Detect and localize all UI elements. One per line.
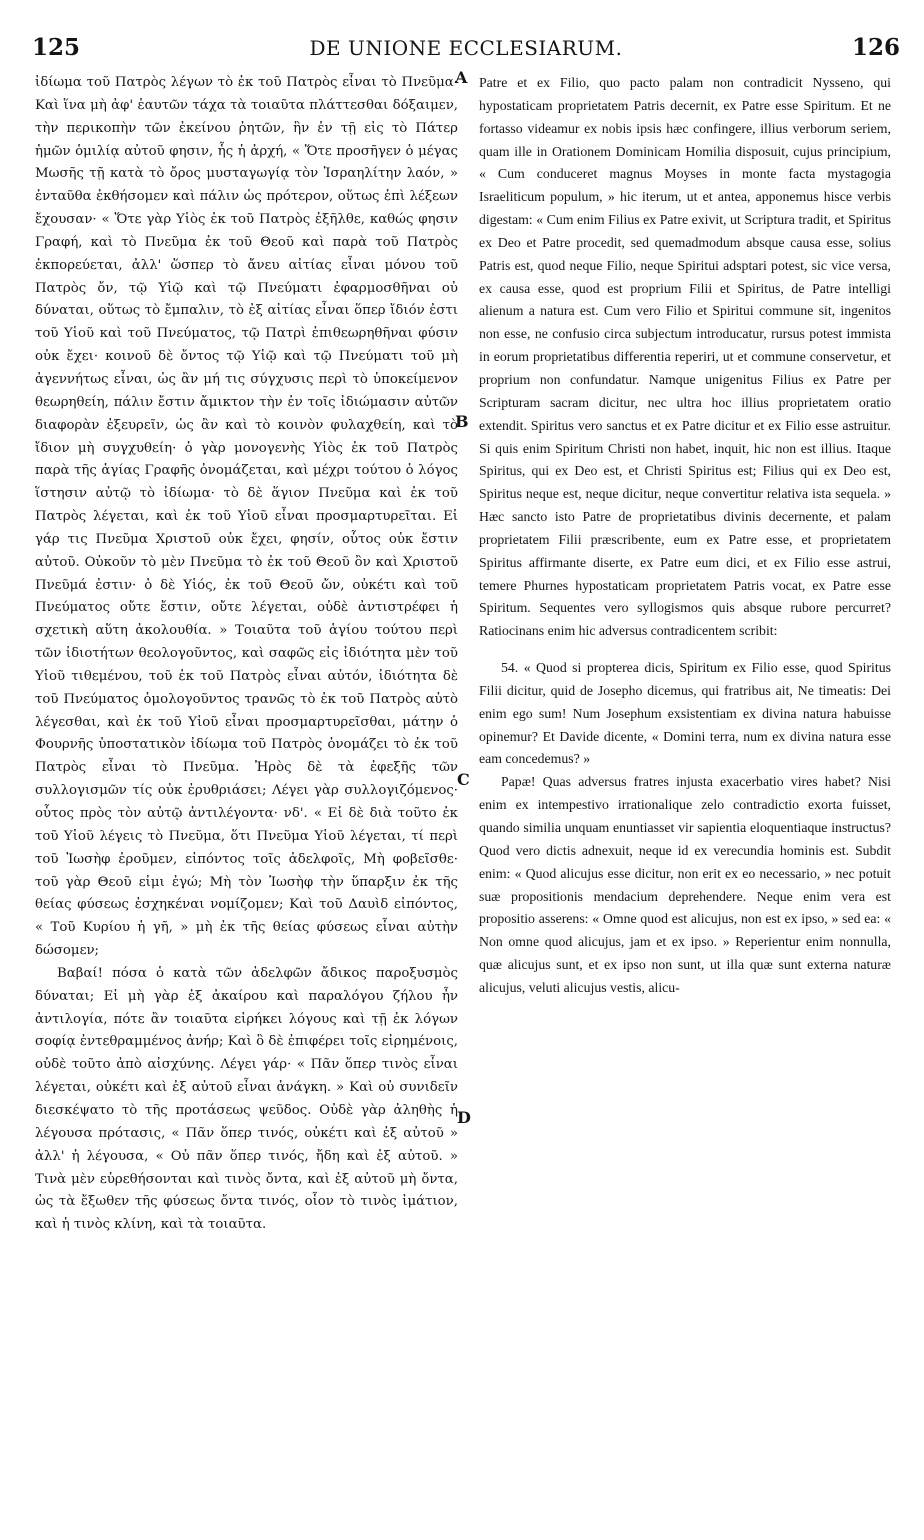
- section-marker-d: D: [457, 1108, 471, 1127]
- greek-text-column: [35, 72, 458, 1237]
- page-number-right: 126: [851, 34, 900, 61]
- running-header: [32, 34, 900, 70]
- page-number-left: 125: [32, 34, 81, 61]
- latin-paragraph: 54. « Quod si propterea dicis, Spiritum ex Filio esse, quod Spiritus Filii dicitur, quid de Josepho dicemus, qui fratribus ait, Ne timeatis: Dei enim ego sum! Num Josephum exsistentiam ex divina natura habuisse opinemur? Et Davide dicente, « Domini terra, num ex divina natura esse eam concedemus? »: [479, 660, 891, 767]
- greek-paragraph: ἰδίωμα τοῦ Πατρὸς λέγων τὸ ἐκ τοῦ Πατρὸς εἶναι τὸ Πνεῦμα· Καὶ ἵνα μὴ ἀφ' ἑαυτῶν τάχα τὰ τοιαῦτα πλάττεσθαι δόξαιμεν, τὴν περικοπὴν τῶν ἐκείνου ῥητῶν, ἣν ἐν τῇ εἰς τὸ Πάτερ ἡμῶν ὁμιλίᾳ αὐτοῦ φησιν, ἧς ἡ ἀρχή, « Ὅτε προσῆγεν ὁ μέγας Μωσῆς τῇ κατὰ τὸ ὄρος μυσταγωγίᾳ τὸν Ἰσραηλίτην λαόν, » ἐνταῦθα ἐκθήσομεν καὶ πάλιν ὡς πρότερον, οὕτως ἐπὶ λέξεων ἔχουσαν· « Ὅτε γὰρ Υἱὸς ἐκ τοῦ Πατρὸς ἐξῆλθε, καθώς φησιν Γραφή, καὶ τὸ Πνεῦμα ἐκ τοῦ Θεοῦ καὶ παρὰ τοῦ Πατρὸς ἐκπορεύεται, ἀλλ' ὥσπερ τὸ ἄνευ αἰτίας εἶναι μόνου τοῦ Πατρὸς ὄν, τῷ Υἱῷ καὶ τῷ Πνεύματι ἐφαρμοσθῆναι οὐ δύναται, οὕτως τὸ ἔμπαλιν, τὸ ἐξ αἰτίας εἶναι ὅπερ ἴδιόν ἐστι τοῦ Υἱοῦ καὶ τοῦ Πνεύματος, τῷ Πατρὶ ἐπιθεωρηθῆναι φύσιν οὐκ ἔχει· κοινοῦ δὲ ὄντος τῷ Υἱῷ καὶ τῷ Πνεύματι τοῦ μὴ ἀγεννήτως εἶναι, ὡς ἂν μή τις σύγχυσις περὶ τὸ ὑποκείμενον θεωρηθείη, πάλιν ἔστιν ἄμικτον τὴν ἐν τοῖς ἰδιώμασιν αὐτῶν διαφορὰν ἐξευρεῖν, ὡς ἂν καὶ τὸ κοινὸν φυλαχθείη, καὶ τὸ ἴδιον μὴ συγχυθείη· ὁ γὰρ μονογενὴς Υἱὸς ἐκ τοῦ Πατρὸς παρὰ τῆς ἁγίας Γραφῆς ὀνομάζεται, καὶ μέχρι τούτου ὁ λόγος ἵστησιν αὐτῷ τὸ ἰδίωμα· τὸ δὲ ἅγιον Πνεῦμα καὶ ἐκ τοῦ Πατρὸς λέγεται, καὶ ἐκ τοῦ Υἱοῦ εἶναι προσμαρτυρεῖται. Εἰ γάρ τις Πνεῦμα Χριστοῦ οὐκ ἔχει, φησίν, οὗτος οὐκ ἔστιν αὐτοῦ. Οὐκοῦν τὸ μὲν Πνεῦμα τὸ ἐκ τοῦ Θεοῦ ὂν καὶ Χριστοῦ Πνεῦμά ἐστιν· ὁ δὲ Υἱός, ἐκ τοῦ Θεοῦ ὤν, οὐκέτι καὶ τοῦ Πνεύματος οὔτε ἔστιν, οὔτε λέγεται, οὐδὲ ἀντιστρέφει ἡ σχετικὴ αὕτη ἀκολουθία. » Τοιαῦτα τοῦ ἁγίου τούτου περὶ τῶν ἰδιοτήτων θεολογοῦντος, καὶ σαφῶς εἰς ἰδιότητα μὲν τοῦ Υἱοῦ τιθεμένου, τοῦ ἐκ τοῦ Πατρὸς εἶναι αὐτόν, ἰδιότητα δὲ τοῦ Πνεύματος ὁμολογοῦντος τρανῶς τὸ ἐκ τοῦ Πατρὸς αὐτὸ λέγεσθαι, καὶ ἐκ τοῦ Υἱοῦ εἶναι προσμαρτυρεῖσθαι, μάτην ὁ Φουρνῆς ὑποστατικὸν ἰδίωμα τοῦ Πατρὸς ὀνομάζει τὸ ἐκ τοῦ Πατρὸς εἶναι τὸ Πνεῦμα. Ἠρὸς δὲ τὰ ἐφεξῆς τῶν συλλογισμῶν τίς οὐκ ἐρυθριάσει; Λέγει γὰρ συλλογιζόμενος· οὗτος πρὸς τὸν αὐτῷ ἀντιλέγοντα· νδ'. « Εἰ δὲ διὰ τοῦτο ἐκ τοῦ Υἱοῦ λέγεις τὸ Πνεῦμα, ὅτι Πνεῦμα Υἱοῦ λέγεται, τί περὶ τοῦ Ἰωσὴφ ἐροῦμεν, εἰπόντος τοῖς ἀδελφοῖς, Μὴ φοβεῖσθε· τοῦ γὰρ Θεοῦ εἰμι ἐγώ; Μὴ τὸν Ἰωσὴφ τὴν ὕπαρξιν ἐκ τῆς θείας φύσεως ἐσχηκέναι νομίζομεν; Καὶ τοῦ Δαυὶδ εἰπόντος, « Τοῦ Κυρίου ἡ γῆ, » μὴ ἐκ τῆς θείας φύσεως εἶναι αὐτὴν δώσομεν;: [35, 75, 458, 959]
- section-marker-a: A: [455, 68, 468, 87]
- section-marker-b: B: [455, 412, 469, 431]
- greek-paragraph: Βαβαί! πόσα ὁ κατὰ τῶν ἀδελφῶν ἄδικος παροξυσμὸς δύναται; Εἰ μὴ γὰρ ἐξ ἀκαίρου καὶ παραλόγου ζήλου ἦν ἀντιλογία, πότε ἂν τοιαῦτα εἰρήκει λόγους καὶ τῇ ἐκ λόγων σοφίᾳ ἐντεθραμμένος ἀνήρ; Καὶ ὃ δὲ ἐπιφέρει τοῖς εἰρημένοις, οὐδὲ τοῦτο ἀπὸ αἰσχύνης. Λέγει γάρ· « Πᾶν ὅπερ τινὸς εἶναι λέγεται, οὐκέτι καὶ ἐξ αὐτοῦ εἶναι ἀνάγκη. » Καὶ οὐ συνιδεῖν διεσκέψατο τὸ τῆς προτάσεως ψεῦδος. Οὐδὲ γὰρ ἀληθὴς ἡ λέγουσα πρότασις, « Πᾶν ὅπερ τινός, οὐκέτι καὶ ἐξ αὐτοῦ » ἀλλ' ἡ λέγουσα, « Οὐ πᾶν ὅπερ τινός, ἤδη καὶ ἐξ αὐτοῦ. » Τινὰ μὲν εὑρεθήσονται καὶ τινὸς ὄντα, καὶ ἐξ αὐτοῦ μὴ ὄντα, ὡς τὰ ἔξωθεν τῆς φύσεως ὄντα τινός, οἷον τὸ τινὸς ἱμάτιον, καὶ ἡ τινὸς κλίνη, καὶ τὰ τοιαῦτα.: [35, 965, 458, 1233]
- latin-text-column: [479, 72, 891, 1000]
- latin-paragraph: Papæ! Quas adversus fratres injusta exacerbatio vires habet? Nisi enim ex intempestivo irrationalique zelo contradictio exorta fuisset, quando similia unquam enuntiasset vir sapientia eloquentiaque instructus? Quod vero dictis adnexuit, neque id ex verecundia hominis est. Subdit enim: « Quod alicujus esse dicitur, non erit ex eo necessario, » nec potuit suæ propositionis mendacium deprehendere. Neque enim vera est propositio asserens: « Omne quod est alicujus, non est ex ipso, » sed ea: « Non omne quod alicujus, jam et ex ipso. » Reperientur enim nonnulla, quæ alicujus sunt, et ex ipso non sunt, ut illa quæ sunt externa naturæ alicujus, veluti alicujus vestis, alicu-: [479, 774, 891, 995]
- section-marker-c: C: [457, 770, 470, 789]
- running-title: DE UNIONE ECCLESIARUM.: [309, 36, 623, 60]
- latin-paragraph: Patre et ex Filio, quo pacto palam non contradicit Nysseno, qui hypostaticam proprietatem Patris decernit, ex Patre esse Spiritum. Et ne fortasso videamur ex nobis ipsis hæc confingere, illius verborum seriem, quam ille in Orationem Dominicam Homilia disposuit, cujus principium, « Cum conduceret magnus Moyses in monte facta mystagogia Israeliticum populum, » hic iterum, ut et antea, apponemus hisce verbis digestam: « Cum enim Filius ex Patre exivit, ut Scriptura tradit, et Spiritus ex Deo et Patre procedit, sed quemadmodum absque causa esse, solius Patris est, quod neque Filio, neque Spiritui adsptari potest, sic vice versa, ex causa esse, quod est proprium Filii et Spiritus, de Patre intelligi alienum a natura est. Cum vero Filio et Spiritui commune sit, ingenitos non esse, ne confusio circa subjectum introducatur, rursus potest immista in eorum proprietatibus differentia reperiri, ut et commune conservetur, et proprium non confundatur. Namque unigenitus Filius ex Patre per Scripturam sacram dicitur, nec ultra hoc illius proprietatem oratio extendit. Spiritus vero sanctus et ex Patre dicitur et ex Filio esse astruitur. Si quis enim Spiritum Christi non habet, inquit, hic non est illius. Itaque Spiritus, qui ex Deo est, et Christi Spiritus est; Filius qui ex Deo est, Spiritus neque est, neque dicitur, neque convertitur relativa ista sequela. » Hæc sancto isto Patre de proprietatibus divinis decernente, et palam proprietatem Filii præscribente, eum ex Patre esse, et proprietatem Spiritus affirmante diserte, ex Patre eum dici, et ex Filio esse astrui, temere Phurnes hypostaticam proprietatem Patris vocat, ex Patre esse Spiritum. Sequentes vero syllogismos quis absque rubore percurret? Ratiocinans enim hic adversus contradicentem scribit:: [479, 75, 891, 639]
